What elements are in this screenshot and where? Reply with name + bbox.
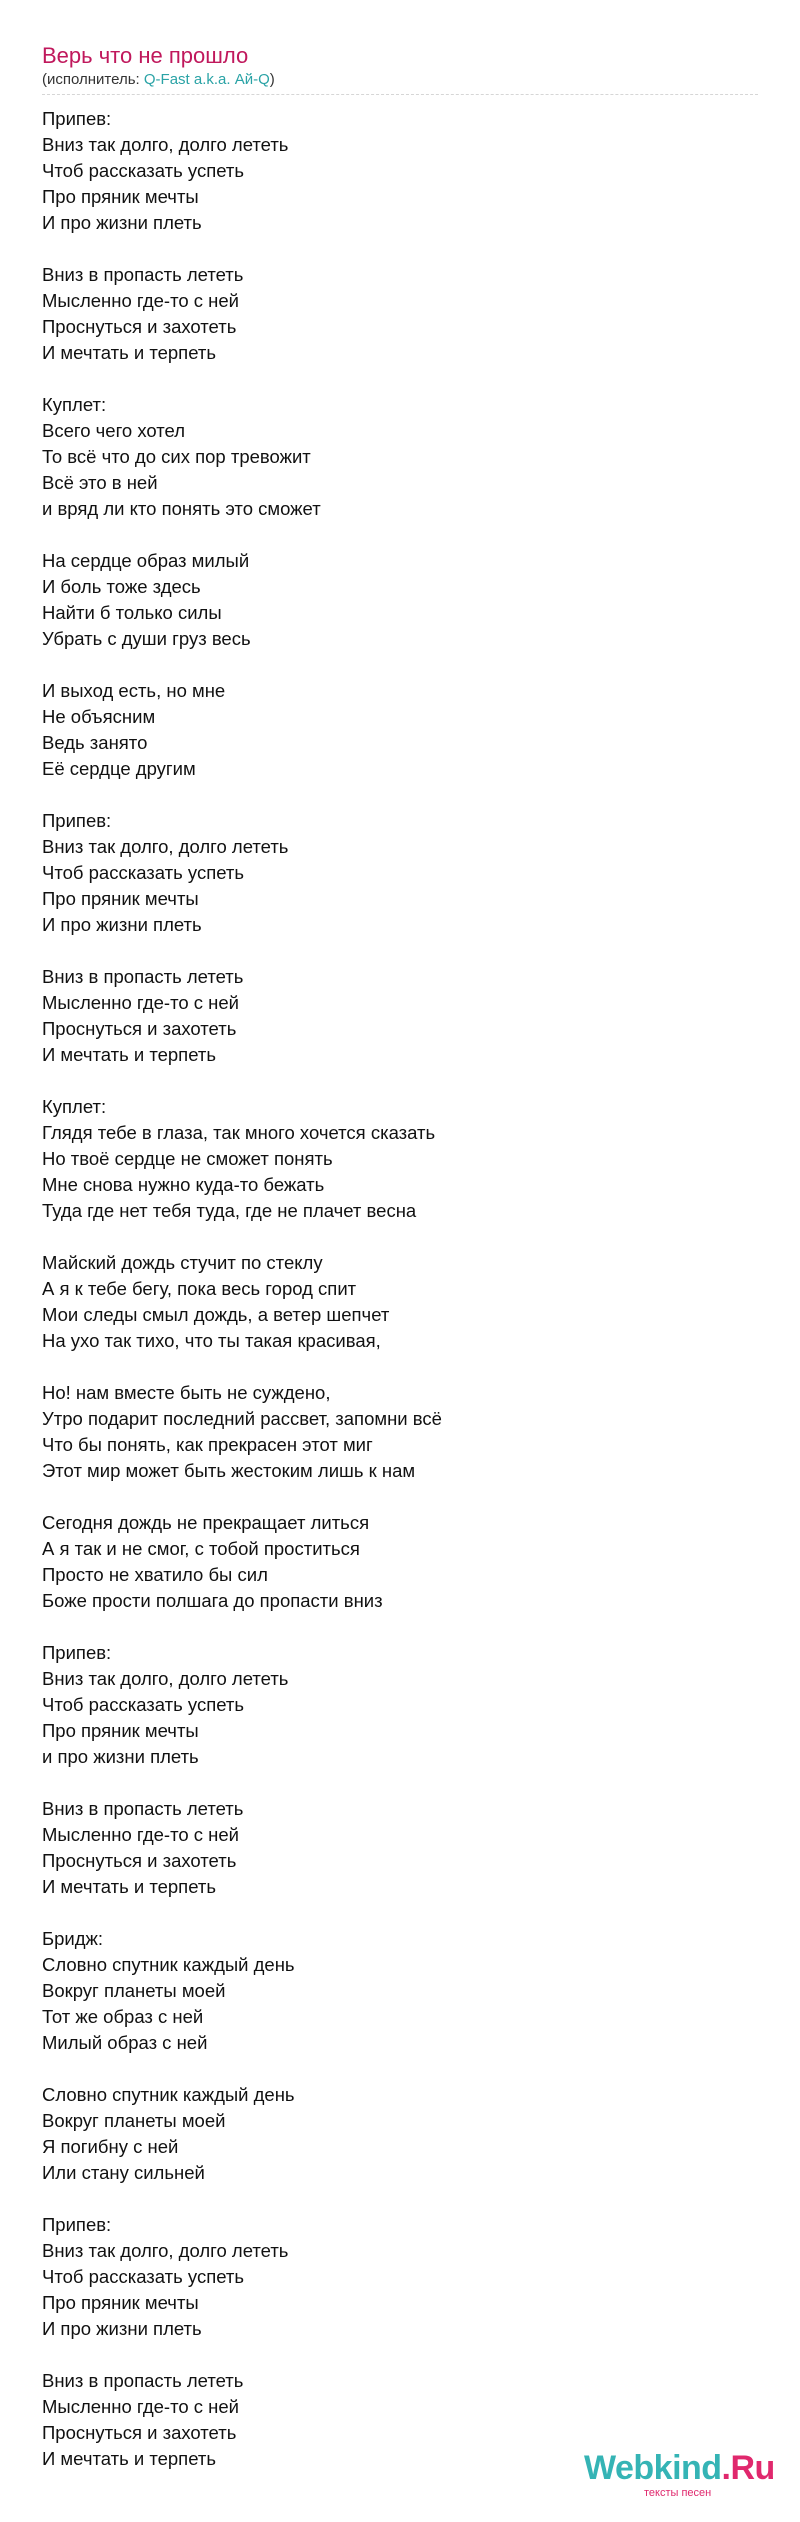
lyric-line: И мечтать и терпеть xyxy=(42,342,216,363)
lyric-line: Про пряник мечты xyxy=(42,1720,199,1741)
lyric-line: И про жизни плеть xyxy=(42,2318,202,2339)
lyric-line: Сегодня дождь не прекращает литься xyxy=(42,1512,370,1533)
song-title: Верь что не прошло xyxy=(42,43,249,68)
stanza-gap xyxy=(42,1900,758,1926)
lyric-line: А я так и не смог, с тобой проститься xyxy=(42,1538,360,1559)
lyric-line: Вниз в пропасть лететь xyxy=(42,966,244,987)
lyric-line: Мне снова нужно куда-то бежать xyxy=(42,1174,325,1195)
stanza-gap xyxy=(42,1614,758,1640)
lyric-line: Припев: xyxy=(42,108,112,129)
lyric-line: Припев: xyxy=(42,1642,112,1663)
lyric-line: Глядя тебе в глаза, так много хочется сказать xyxy=(42,1122,436,1143)
lyric-line: Вниз так долго, долго лететь xyxy=(42,134,289,155)
lyric-line: Вниз в пропасть лететь xyxy=(42,264,244,285)
lyric-line: Про пряник мечты xyxy=(42,888,199,909)
lyric-line: Просто не хватило бы сил xyxy=(42,1564,268,1585)
stanza-gap xyxy=(42,2342,758,2368)
lyric-line: Всего чего хотел xyxy=(42,420,186,441)
lyric-line: И мечтать и терпеть xyxy=(42,1876,216,1897)
lyric-line: Чтоб рассказать успеть xyxy=(42,160,244,181)
lyric-line: Или стану сильней xyxy=(42,2162,205,2183)
lyric-line: Этот мир может быть жестоким лишь к нам xyxy=(42,1460,416,1481)
lyric-line: Тот же образ с ней xyxy=(42,2006,204,2027)
header-divider xyxy=(42,94,758,95)
lyric-line: На ухо так тихо, что ты такая красивая, xyxy=(42,1330,381,1351)
lyric-line: Вниз в пропасть лететь xyxy=(42,1798,244,1819)
artist-prefix: (исполнитель: xyxy=(42,71,144,88)
lyric-line: И мечтать и терпеть xyxy=(42,1044,216,1065)
stanza-gap xyxy=(42,1224,758,1250)
logo-tld: .Ru xyxy=(721,2449,775,2487)
logo-tagline: тексты песен xyxy=(644,2487,712,2499)
lyric-line: Найти б только силы xyxy=(42,602,222,623)
stanza-gap xyxy=(42,366,758,392)
lyric-line: Куплет: xyxy=(42,394,107,415)
lyric-line: Мысленно где-то с ней xyxy=(42,2396,239,2417)
stanza-gap xyxy=(42,2186,758,2212)
lyric-line: Убрать с души груз весь xyxy=(42,628,251,649)
lyric-line: Но! нам вместе быть не суждено, xyxy=(42,1382,331,1403)
logo-name: Webkind xyxy=(584,2449,722,2487)
lyric-line: Чтоб рассказать успеть xyxy=(42,862,244,883)
lyric-line: Но твоё сердце не сможет понять xyxy=(42,1148,333,1169)
stanza-gap xyxy=(42,652,758,678)
lyric-line: Всё это в ней xyxy=(42,472,158,493)
lyric-line: Словно спутник каждый день xyxy=(42,1954,295,1975)
lyric-line: Ведь занято xyxy=(42,732,148,753)
artist-line xyxy=(42,70,275,90)
lyric-line: Вниз в пропасть лететь xyxy=(42,2370,244,2391)
lyric-line: И мечтать и терпеть xyxy=(42,2448,216,2469)
lyric-line: Припев: xyxy=(42,2214,112,2235)
lyric-line: Майский дождь стучит по стеклу xyxy=(42,1252,323,1273)
lyric-line: А я к тебе бегу, пока весь город спит xyxy=(42,1278,357,1299)
lyric-line: Я погибну с ней xyxy=(42,2136,179,2157)
stanza-gap xyxy=(42,782,758,808)
lyric-line: Вокруг планеты моей xyxy=(42,2110,226,2131)
stanza-gap xyxy=(42,522,758,548)
artist-suffix: ) xyxy=(269,71,275,88)
lyric-line: и вряд ли кто понять это сможет xyxy=(42,498,321,519)
lyric-line: Милый образ с ней xyxy=(42,2032,208,2053)
lyric-line: и про жизни плеть xyxy=(42,1746,199,1767)
stanza-gap xyxy=(42,1770,758,1796)
lyric-line: Боже прости полшага до пропасти вниз xyxy=(42,1590,383,1611)
lyric-line: Мысленно где-то с ней xyxy=(42,992,239,1013)
lyric-line: Мысленно где-то с ней xyxy=(42,1824,239,1845)
lyric-line: Мои следы смыл дождь, а ветер шепчет xyxy=(42,1304,390,1325)
stanza-gap xyxy=(42,938,758,964)
stanza-gap xyxy=(42,1068,758,1094)
lyric-line: На сердце образ милый xyxy=(42,550,250,571)
lyric-line: И боль тоже здесь xyxy=(42,576,201,597)
lyric-line: Про пряник мечты xyxy=(42,2292,199,2313)
lyrics-body xyxy=(42,106,758,2472)
lyric-line: Проснуться и захотеть xyxy=(42,1850,237,1871)
stanza-gap xyxy=(42,1484,758,1510)
site-logo[interactable] xyxy=(584,2448,774,2504)
lyric-line: Мысленно где-то с ней xyxy=(42,290,239,311)
stanza-gap xyxy=(42,236,758,262)
lyric-line: Про пряник мечты xyxy=(42,186,199,207)
lyric-line: Вниз так долго, долго лететь xyxy=(42,1668,289,1689)
lyric-line: И выход есть, но мне xyxy=(42,680,226,701)
lyric-line: Словно спутник каждый день xyxy=(42,2084,295,2105)
lyric-line: Бридж: xyxy=(42,1928,104,1949)
lyric-line: Что бы понять, как прекрасен этот миг xyxy=(42,1434,373,1455)
lyric-line: Вниз так долго, долго лететь xyxy=(42,836,289,857)
logo-wordmark xyxy=(584,2448,775,2488)
lyric-line: Её сердце другим xyxy=(42,758,196,779)
lyric-line: Проснуться и захотеть xyxy=(42,2422,237,2443)
lyric-line: Куплет: xyxy=(42,1096,107,1117)
lyric-line: Проснуться и захотеть xyxy=(42,1018,237,1039)
lyric-line: И про жизни плеть xyxy=(42,212,202,233)
stanza-gap xyxy=(42,1354,758,1380)
lyric-line: Вниз так долго, долго лететь xyxy=(42,2240,289,2261)
lyric-line: Утро подарит последний рассвет, запомни всё xyxy=(42,1408,442,1429)
lyric-line: Не объясним xyxy=(42,706,156,727)
lyric-line: И про жизни плеть xyxy=(42,914,202,935)
lyric-line: Туда где нет тебя туда, где не плачет весна xyxy=(42,1200,417,1221)
lyric-line: Вокруг планеты моей xyxy=(42,1980,226,2001)
lyric-line: Чтоб рассказать успеть xyxy=(42,2266,244,2287)
lyric-line: Чтоб рассказать успеть xyxy=(42,1694,244,1715)
lyric-line: То всё что до сих пор тревожит xyxy=(42,446,311,467)
stanza-gap xyxy=(42,2056,758,2082)
lyric-line: Проснуться и захотеть xyxy=(42,316,237,337)
artist-link[interactable]: Q-Fast a.k.a. Ай-Q xyxy=(143,71,270,88)
lyric-line: Припев: xyxy=(42,810,112,831)
